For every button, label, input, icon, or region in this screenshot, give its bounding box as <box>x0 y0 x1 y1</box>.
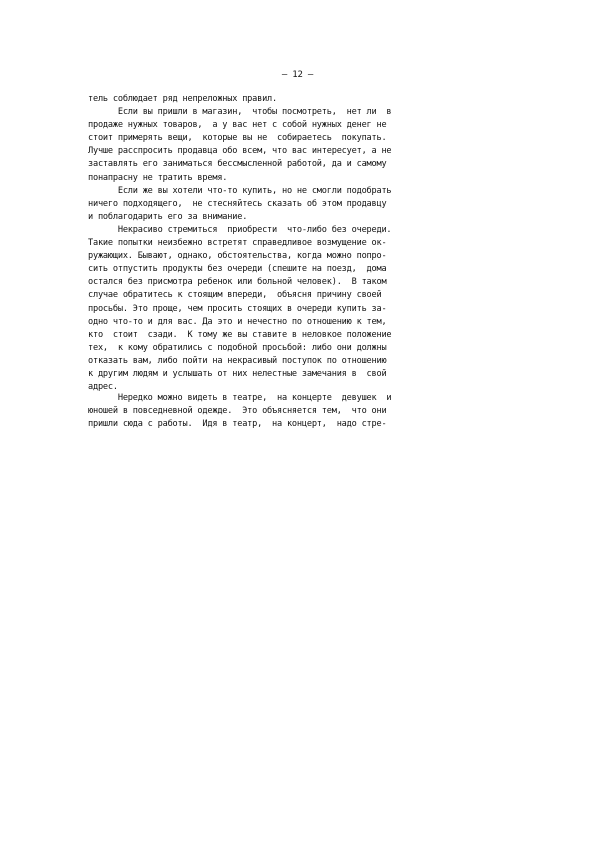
text-line: заставлять его заниматься бессмысленной работой, да и самому <box>88 159 387 170</box>
text-line: пришли сюда с работы. Идя в театр, на концерт, надо стре- <box>88 419 387 430</box>
text-line: тех, к кому обратились с подобной просьбой: либо они должны <box>88 342 387 353</box>
text-line: отказать вам, либо пойти на некрасивый поступок по отношению <box>88 355 387 366</box>
text-line: Если вы пришли в магазин, чтобы посмотреть, нет ли в <box>88 107 392 118</box>
page-number: — 12 — <box>281 70 314 80</box>
text-line: сить отпустить продукты без очереди (спешите на поезд, дома <box>88 264 387 275</box>
text-line: понапрасну не тратить время. <box>88 172 228 183</box>
text-line: ничего подходящего, не стесняйтесь сказать об этом продавцу <box>88 198 387 209</box>
text-line: остался без присмотра ребенок или больной человек). В таком <box>88 277 387 288</box>
text-line: ружающих. Бывают, однако, обстоятельства, когда можно попро- <box>88 251 387 262</box>
text-line: адрес. <box>88 382 118 393</box>
text-line: случае обратитесь к стоящим впереди, объясня причину своей <box>88 290 382 301</box>
text-line: Лучше расспросить продавца обо всем, что вас интересует, а не <box>88 146 392 157</box>
text-line: к другим людям и услышать от них нелестные замечания в свой <box>88 368 387 379</box>
text-block-continued <box>88 392 518 431</box>
text-block-main <box>88 93 518 394</box>
text-line: продаже нужных товаров, а у вас нет с собой нужных денег не <box>88 120 387 131</box>
text-line: Если же вы хотели что-то купить, но не смогли подобрать <box>88 185 392 196</box>
text-line: тель соблюдает ряд непреложных правил. <box>88 94 278 104</box>
text-line: одно что-то и для вас. Да это и нечестно по отношению к тем, <box>88 316 387 327</box>
text-line: Некрасиво стремиться приобрести что-либо без очереди. <box>88 224 392 235</box>
text-line: Такие попытки неизбежно встретят справедливое возмущение ок- <box>88 238 387 249</box>
text-line: Нередко можно видеть в театре, на концерте девушек и <box>88 393 392 403</box>
text-line: юношей в повседневной одежде. Это объясняется тем, что они <box>88 406 387 417</box>
text-line: кто стоит сзади. К тому же вы ставите в неловкое положение <box>88 329 392 340</box>
text-line: просьбы. Это проще, чем просить стоящих в очереди купить за- <box>88 303 387 314</box>
text-line: стоит примерять вещи, которые вы не собираетесь покупать. <box>88 133 387 144</box>
text-line: и поблагодарить его за внимание. <box>88 211 248 222</box>
